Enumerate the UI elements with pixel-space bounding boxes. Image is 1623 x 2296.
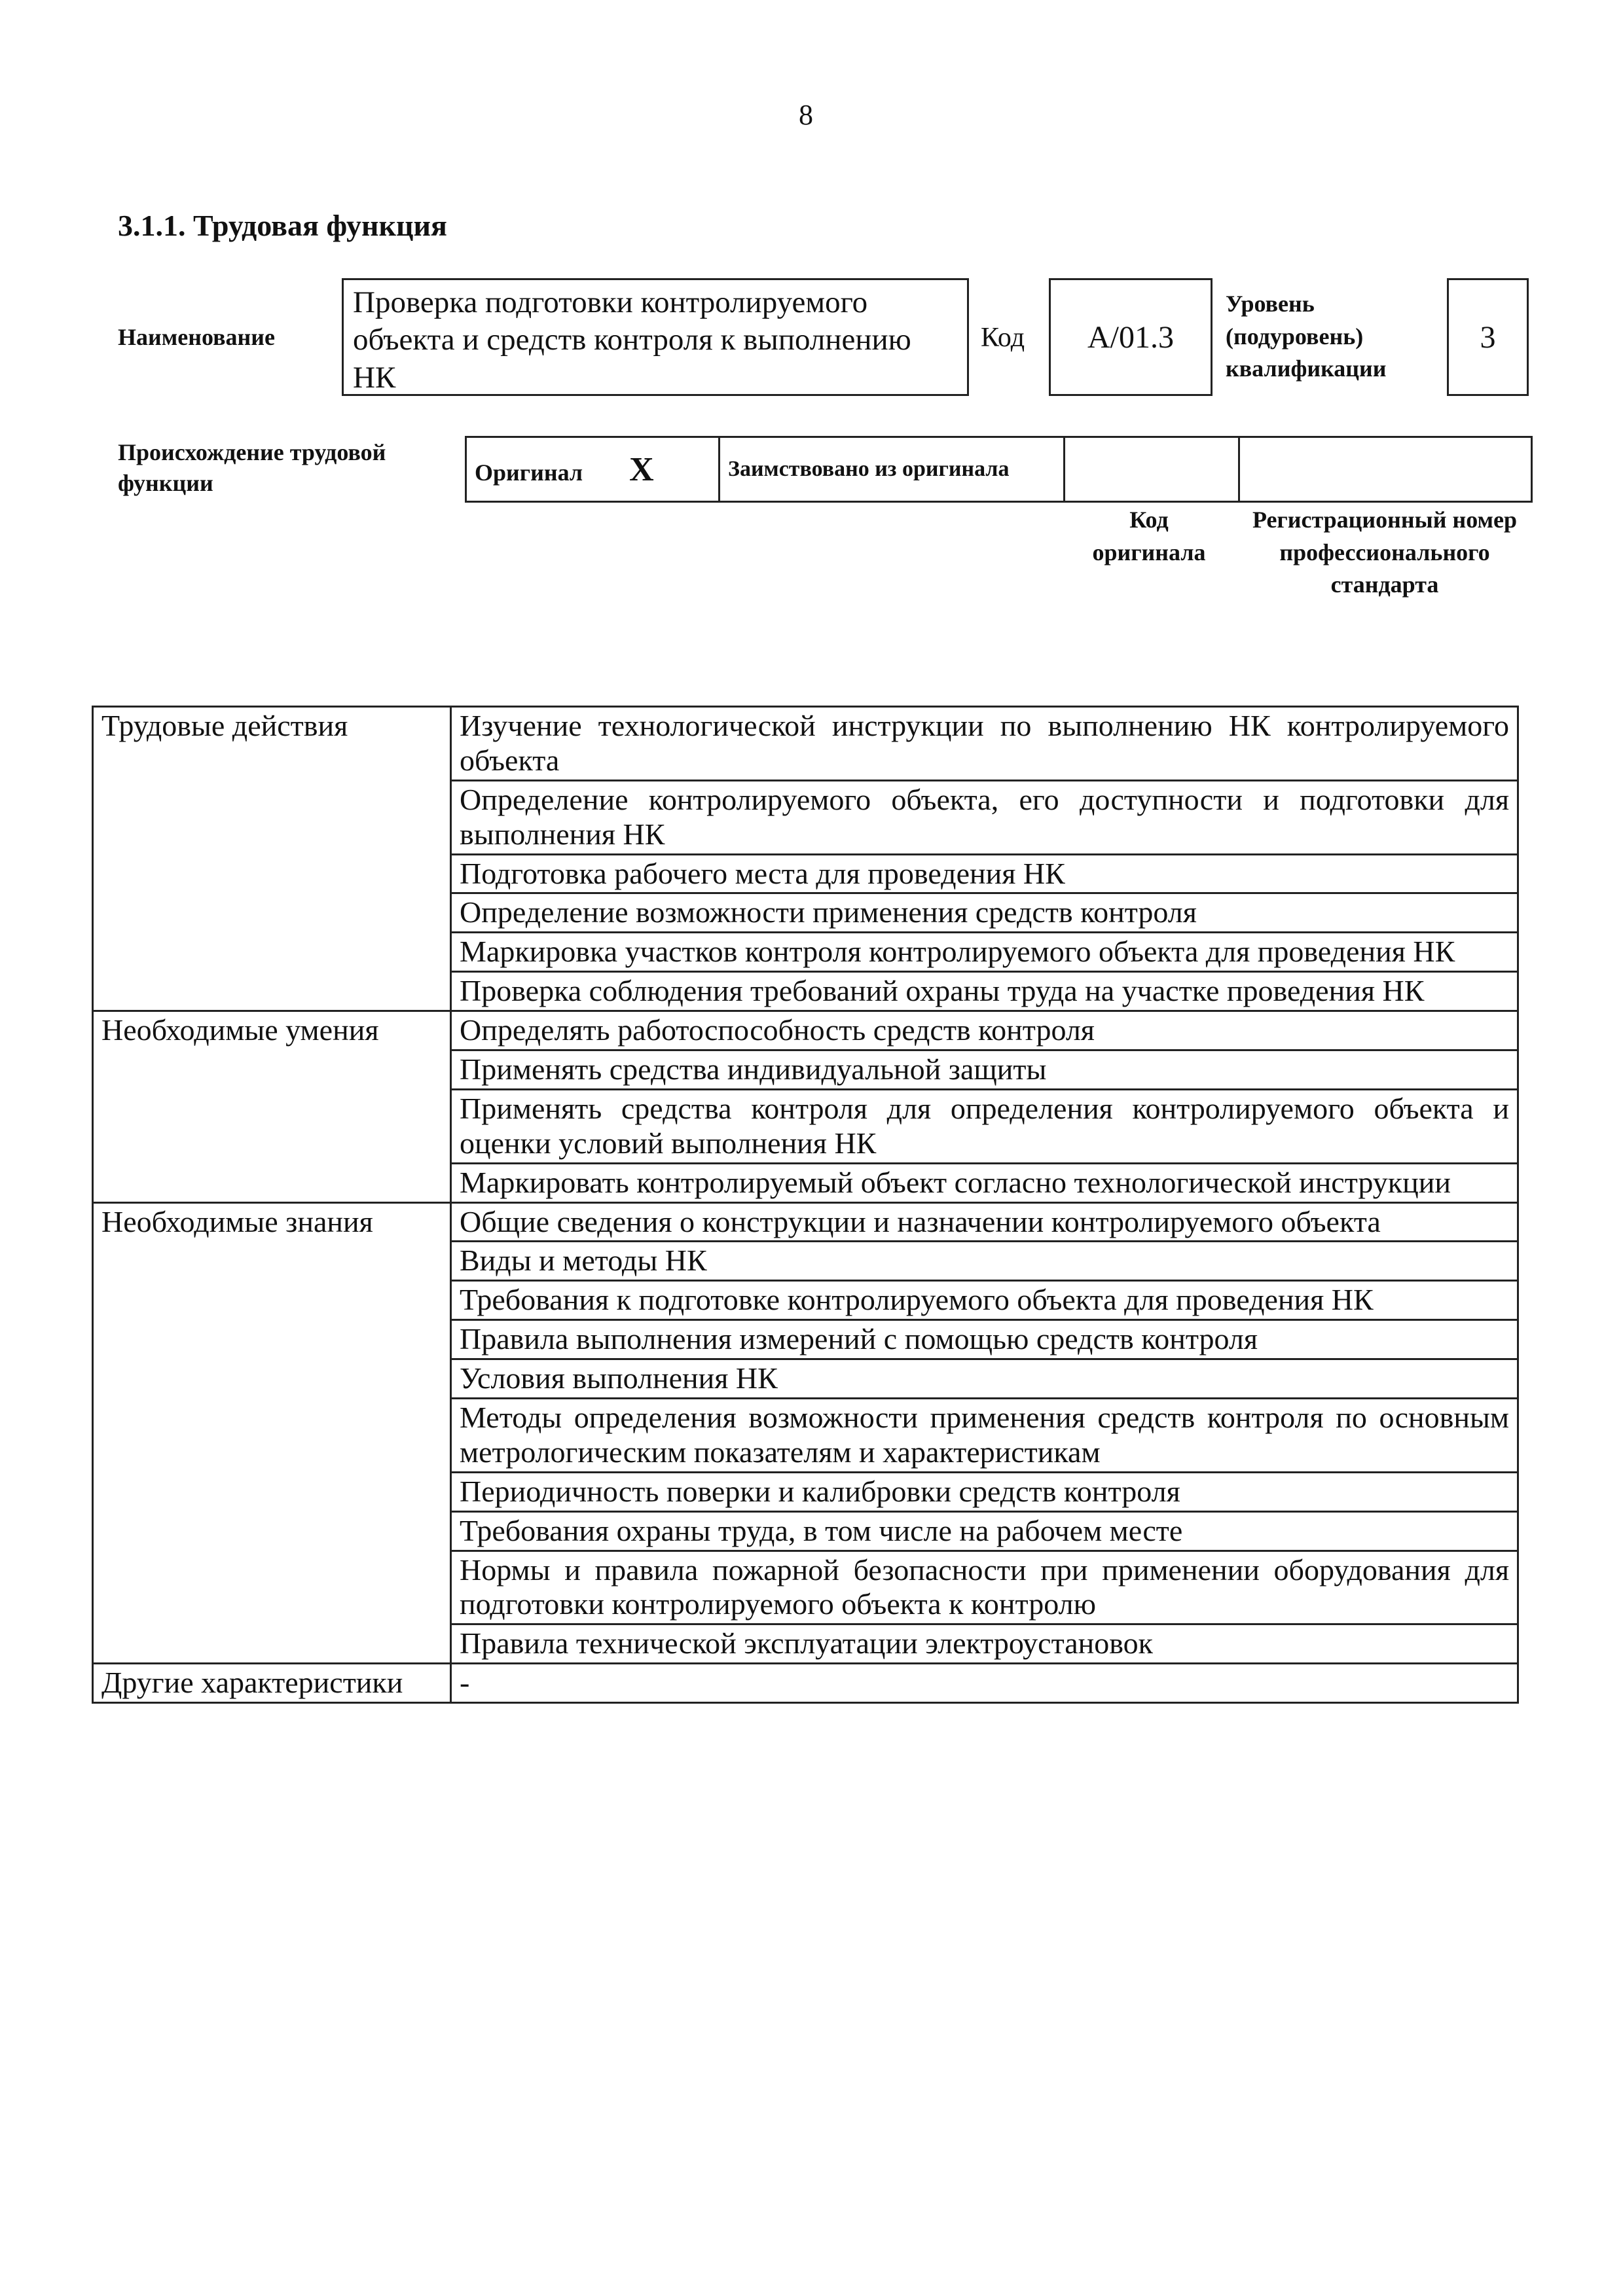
table-item: Проверка соблюдения требований охраны труда на участке проведения НК bbox=[451, 972, 1518, 1011]
table-item: Требования охраны труда, в том числе на рабочем месте bbox=[451, 1511, 1518, 1551]
function-code-box: А/01.3 bbox=[1049, 278, 1213, 396]
table-item: Применять средства индивидуальной защиты bbox=[451, 1050, 1518, 1090]
page-number: 8 bbox=[799, 99, 813, 131]
name-label: Наименование bbox=[118, 324, 275, 350]
original-label: Оригинал bbox=[475, 459, 583, 486]
table-item: Нормы и правила пожарной безопасности при применении оборудования для подготовки контролируемого объекта к контролю bbox=[451, 1551, 1518, 1624]
table-item: Маркировка участков контроля контролируемого объекта для проведения НК bbox=[451, 933, 1518, 972]
labor-function-table bbox=[92, 706, 1519, 1704]
origin-original-cell bbox=[466, 437, 720, 502]
table-item: Определять работоспособность средств контроля bbox=[451, 1011, 1518, 1050]
category-other-characteristics: Другие характеристики bbox=[93, 1664, 451, 1703]
table-row bbox=[93, 1202, 1518, 1242]
table-row bbox=[93, 1011, 1518, 1050]
table-item: Периодичность поверки и калибровки средств контроля bbox=[451, 1472, 1518, 1511]
original-code-cell bbox=[1065, 437, 1239, 502]
level-label-line: (подуровень) bbox=[1226, 323, 1364, 350]
table-item: Маркировать контролируемый объект согласно технологической инструкции bbox=[451, 1163, 1518, 1202]
level-label-line: квалификации bbox=[1226, 355, 1387, 382]
qualification-level-box: 3 bbox=[1447, 278, 1529, 396]
table-item: Подготовка рабочего места для проведения НК bbox=[451, 854, 1518, 893]
code-label: Код bbox=[981, 323, 1025, 353]
table-item: Применять средства контроля для определения контролируемого объекта и оценки условий выполнения НК bbox=[451, 1089, 1518, 1163]
function-name-box: Проверка подготовки контролируемого объекта и средств контроля к выполнению НК bbox=[342, 278, 969, 396]
original-mark: X bbox=[629, 450, 654, 488]
table-item: Определение контролируемого объекта, его доступности и подготовки для выполнения НК bbox=[451, 780, 1518, 854]
origin-label: Происхождение трудовой функции bbox=[118, 439, 386, 496]
table-item: Требования к подготовке контролируемого объекта для проведения НК bbox=[451, 1281, 1518, 1320]
table-item: Правила технической эксплуатации электроустановок bbox=[451, 1624, 1518, 1664]
table-item: Методы определения возможности применения средств контроля по основным метрологическим показателям и характеристикам bbox=[451, 1399, 1518, 1473]
table-item: Виды и методы НК bbox=[451, 1242, 1518, 1281]
table-item: Изучение технологической инструкции по выполнению НК контролируемого объекта bbox=[451, 707, 1518, 781]
category-required-skills: Необходимые умения bbox=[93, 1011, 451, 1202]
table-item: - bbox=[451, 1664, 1518, 1703]
table-row bbox=[93, 1664, 1518, 1703]
qualification-level-label bbox=[1226, 288, 1387, 386]
original-code-caption: Код оригинала bbox=[1092, 507, 1206, 565]
table-item: Определение возможности применения средств контроля bbox=[451, 893, 1518, 933]
category-required-knowledge: Необходимые знания bbox=[93, 1202, 451, 1664]
origin-table bbox=[465, 436, 1533, 503]
table-item: Общие сведения о конструкции и назначении контролируемого объекта bbox=[451, 1202, 1518, 1242]
table-item: Условия выполнения НК bbox=[451, 1359, 1518, 1399]
registration-number-cell bbox=[1239, 437, 1532, 502]
table-row bbox=[93, 707, 1518, 781]
table-item: Правила выполнения измерений с помощью средств контроля bbox=[451, 1320, 1518, 1359]
registration-number-caption: Регистрационный номер профессионального стандарта bbox=[1252, 507, 1518, 598]
level-label-line: Уровень bbox=[1226, 291, 1315, 317]
borrowed-label: Заимствовано из оригинала bbox=[720, 437, 1065, 502]
category-labor-actions: Трудовые действия bbox=[93, 707, 451, 1011]
section-title: 3.1.1. Трудовая функция bbox=[118, 209, 447, 242]
